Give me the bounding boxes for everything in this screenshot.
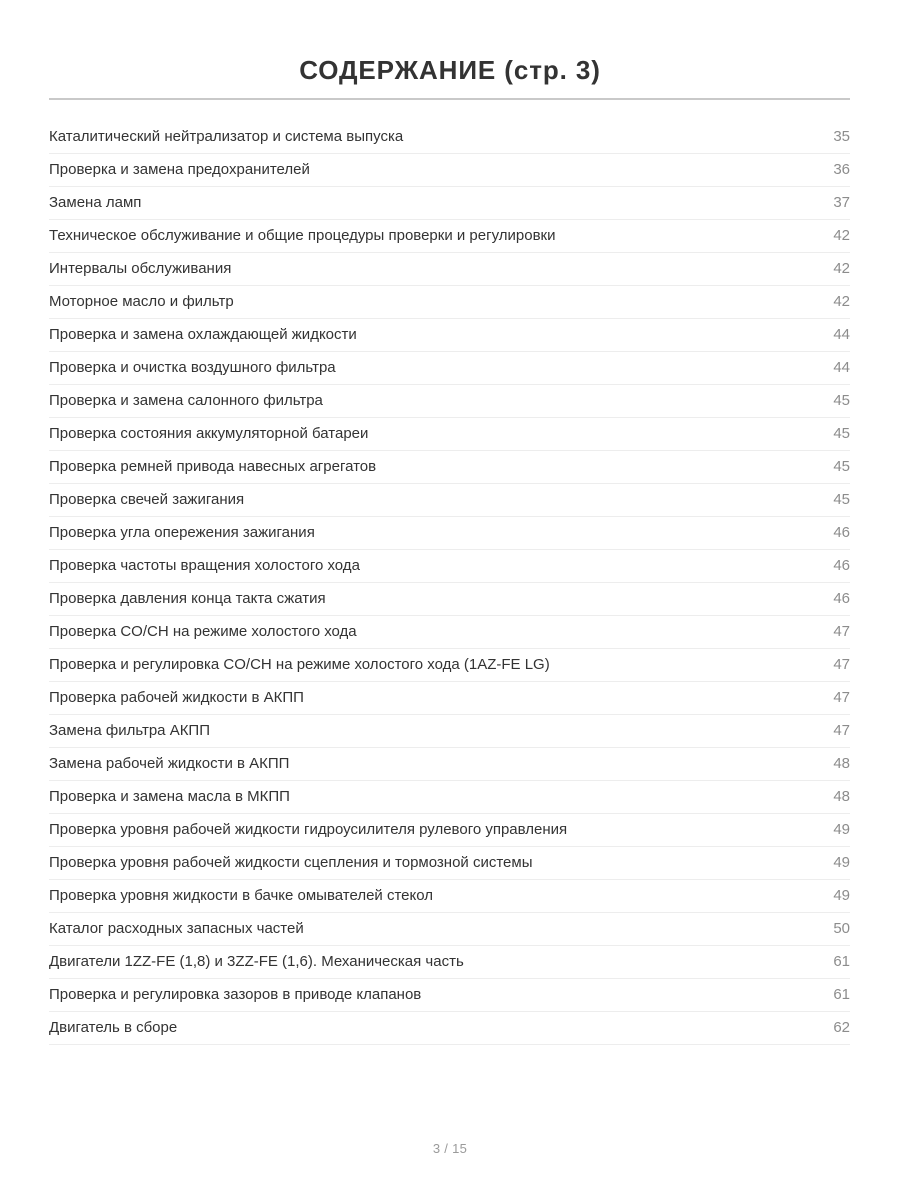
toc-row[interactable] <box>49 220 850 253</box>
toc-entry-page-number: 42 <box>833 260 850 277</box>
toc-entry-title: Проверка свечей зажигания <box>49 491 245 508</box>
toc-row[interactable] <box>49 418 850 451</box>
toc-row[interactable] <box>49 946 850 979</box>
toc-entry-page-number: 47 <box>833 722 850 739</box>
toc-entry-page-number: 49 <box>833 887 850 904</box>
toc-row[interactable] <box>49 880 850 913</box>
toc-row[interactable] <box>49 748 850 781</box>
page-footer: 3 / 15 <box>432 1141 468 1156</box>
toc-entry-title: Проверка угла опережения зажигания <box>49 524 315 541</box>
toc-row[interactable] <box>49 847 850 880</box>
toc-row[interactable] <box>49 121 850 154</box>
toc-entry-page-number: 61 <box>833 986 850 1003</box>
toc-row[interactable] <box>49 253 850 286</box>
toc-entry-title: Каталог расходных запасных частей <box>49 920 304 937</box>
toc-entry-page-number: 36 <box>833 161 850 178</box>
toc-entry-page-number: 62 <box>833 1019 850 1036</box>
toc-entry-page-number: 50 <box>833 920 850 937</box>
toc-entry-page-number: 46 <box>833 557 850 574</box>
toc-entry-title: Проверка и регулировка CO/CH на режиме холостого хода (1AZ-FE LG) <box>49 656 550 673</box>
toc-entry-title: Проверка состояния аккумуляторной батареи <box>49 425 369 442</box>
toc-entry-page-number: 42 <box>833 227 850 244</box>
toc-entry-title: Каталитический нейтрализатор и система выпуска <box>49 128 404 145</box>
toc-entry-page-number: 45 <box>833 392 850 409</box>
toc-entry-title: Проверка и замена предохранителей <box>49 161 310 178</box>
toc-entry-title: Двигатели 1ZZ-FE (1,8) и 3ZZ-FE (1,6). Механическая часть <box>49 953 464 970</box>
toc-row[interactable] <box>49 649 850 682</box>
toc-entry-page-number: 45 <box>833 458 850 475</box>
toc-row[interactable] <box>49 583 850 616</box>
toc-entry-page-number: 44 <box>833 326 850 343</box>
toc-row[interactable] <box>49 715 850 748</box>
toc-row[interactable] <box>49 517 850 550</box>
toc-entry-title: Проверка давления конца такта сжатия <box>49 590 326 607</box>
toc-entry-page-number: 61 <box>833 953 850 970</box>
toc-entry-page-number: 45 <box>833 425 850 442</box>
toc-entry-title: Проверка частоты вращения холостого хода <box>49 557 360 574</box>
toc-entry-title: Техническое обслуживание и общие процедуры проверки и регулировки <box>49 227 556 244</box>
toc-row[interactable] <box>49 814 850 847</box>
toc-row[interactable] <box>49 352 850 385</box>
toc-entry-title: Замена ламп <box>49 194 142 211</box>
toc-row[interactable] <box>49 913 850 946</box>
toc-entry-title: Проверка уровня рабочей жидкости гидроусилителя рулевого управления <box>49 821 568 838</box>
toc-entry-page-number: 46 <box>833 524 850 541</box>
toc-entry-page-number: 49 <box>833 854 850 871</box>
toc-row[interactable] <box>49 979 850 1012</box>
toc-entry-title: Проверка уровня жидкости в бачке омывателей стекол <box>49 887 433 904</box>
toc-entry-page-number: 47 <box>833 656 850 673</box>
toc-entry-page-number: 46 <box>833 590 850 607</box>
toc-entry-title: Проверка уровня рабочей жидкости сцепления и тормозной системы <box>49 854 533 871</box>
toc-row[interactable] <box>49 682 850 715</box>
toc-entry-title: Интервалы обслуживания <box>49 260 232 277</box>
toc-entry-page-number: 37 <box>833 194 850 211</box>
toc-entry-page-number: 47 <box>833 689 850 706</box>
toc-row[interactable] <box>49 286 850 319</box>
toc-entry-title: Проверка ремней привода навесных агрегатов <box>49 458 377 475</box>
toc-entry-page-number: 48 <box>833 788 850 805</box>
toc-entry-title: Проверка и замена масла в МКПП <box>49 788 290 805</box>
toc-row[interactable] <box>49 484 850 517</box>
toc-entry-title: Проверка CO/CH на режиме холостого хода <box>49 623 357 640</box>
toc-entry-page-number: 42 <box>833 293 850 310</box>
toc-entry-page-number: 49 <box>833 821 850 838</box>
toc-entry-title: Проверка и замена салонного фильтра <box>49 392 323 409</box>
toc-entry-page-number: 35 <box>833 128 850 145</box>
toc-entry-title: Замена рабочей жидкости в АКПП <box>49 755 290 772</box>
toc-entry-page-number: 47 <box>833 623 850 640</box>
table-of-contents <box>49 121 850 1045</box>
toc-entry-page-number: 44 <box>833 359 850 376</box>
page-title: СОДЕРЖАНИЕ (стр. 3) <box>299 55 601 86</box>
toc-row[interactable] <box>49 781 850 814</box>
toc-row[interactable] <box>49 319 850 352</box>
toc-row[interactable] <box>49 187 850 220</box>
toc-row[interactable] <box>49 154 850 187</box>
toc-entry-page-number: 48 <box>833 755 850 772</box>
toc-row[interactable] <box>49 451 850 484</box>
toc-row[interactable] <box>49 1012 850 1045</box>
toc-entry-title: Проверка и замена охлаждающей жидкости <box>49 326 357 343</box>
toc-row[interactable] <box>49 616 850 649</box>
title-divider <box>49 98 850 100</box>
toc-entry-title: Проверка рабочей жидкости в АКПП <box>49 689 304 706</box>
toc-entry-title: Замена фильтра АКПП <box>49 722 210 739</box>
toc-entry-title: Двигатель в сборе <box>49 1019 178 1036</box>
toc-row[interactable] <box>49 550 850 583</box>
toc-entry-title: Проверка и очистка воздушного фильтра <box>49 359 336 376</box>
toc-entry-title: Проверка и регулировка зазоров в приводе клапанов <box>49 986 422 1003</box>
toc-entry-page-number: 45 <box>833 491 850 508</box>
toc-entry-title: Моторное масло и фильтр <box>49 293 234 310</box>
toc-row[interactable] <box>49 385 850 418</box>
